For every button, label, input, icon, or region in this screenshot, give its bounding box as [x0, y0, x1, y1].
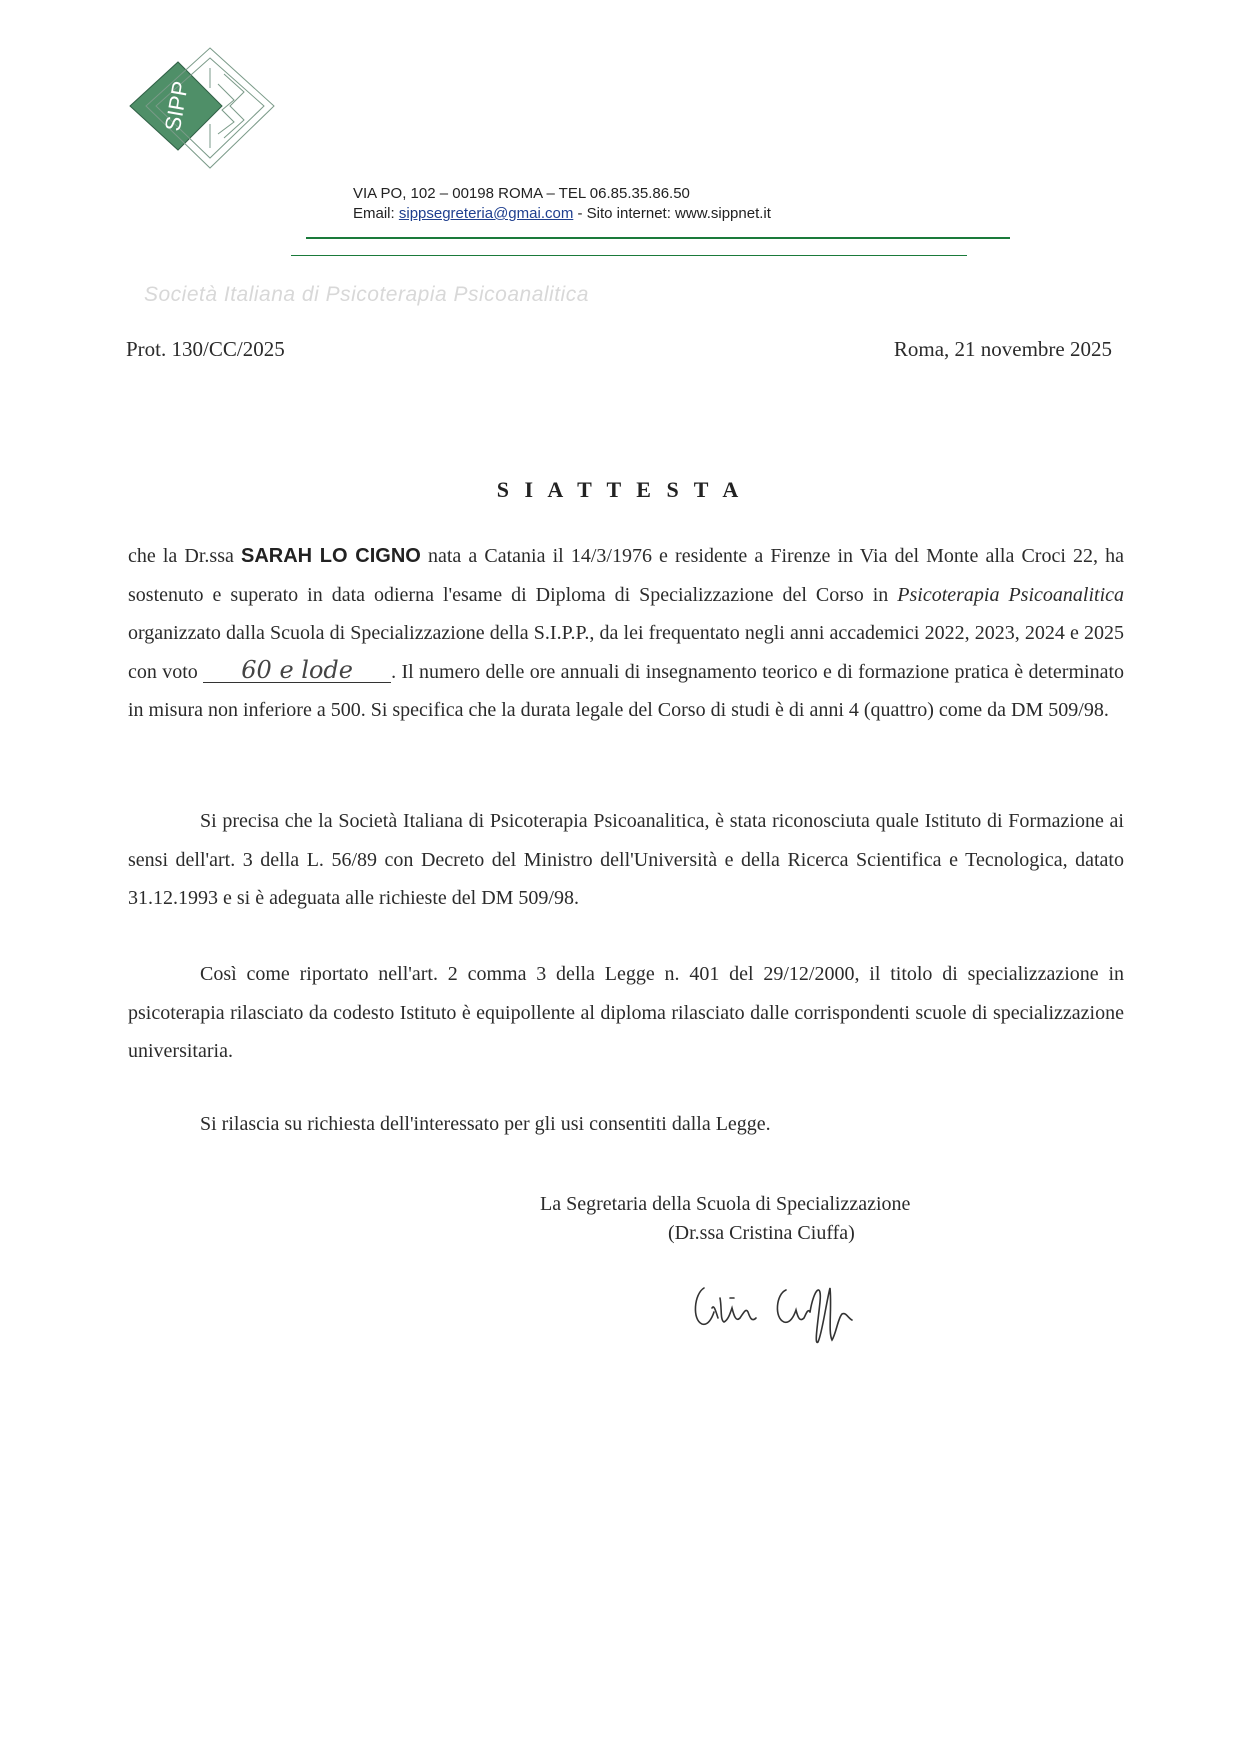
p1-text2: organizzato dalla Scuola di Specializzazione della S.I.P.P., da lei frequentato negli anni accademici 2022, 2023, 2024 e 2025 con voto [128, 622, 1124, 683]
candidate-name: SARAH LO CIGNO [241, 545, 421, 567]
place-date: Roma, 21 novembre 2025 [893, 337, 1112, 361]
email-line [353, 204, 771, 224]
header-rule-top [306, 237, 1010, 239]
issuance-paragraph: Si rilascia su richiesta dell'interessato per gli usi consentiti dalla Legge. [200, 1113, 771, 1135]
header-rule-bottom [291, 255, 967, 256]
website: - Sito internet: www.sippnet.it [577, 205, 771, 222]
equivalence-paragraph: Così come riportato nell'art. 2 comma 3 della Legge n. 401 del 29/12/2000, il titolo di specializzazione in psicoterapia rilasciato da codesto Istituto è equipollente al diploma rilasciato dalle corrispondenti scuole di specializzazione universitaria. [128, 963, 1124, 1062]
contact-block [353, 184, 771, 224]
email-label: Email: [353, 205, 395, 222]
course-name: Psicoterapia Psicoanalitica [897, 583, 1124, 606]
handwritten-signature [690, 1268, 910, 1348]
society-name-watermark: Società Italiana di Psicoterapia Psicoanalitica [144, 283, 589, 306]
signatory-name: (Dr.ssa Cristina Ciuffa) [668, 1222, 855, 1244]
signatory-role: La Segretaria della Scuola di Specializzazione [540, 1193, 911, 1215]
address: VIA PO, 102 – 00198 ROMA – TEL 06.85.35.86.50 [353, 185, 690, 202]
email-link[interactable]: sippsegreteria@gmai.com [398, 205, 574, 222]
p1-text: nata a Catania il 14/3/1976 e residente a Firenze in Via del Monte alla Croci 22, ha sostenuto e superato in data odierna l'esame di Diploma di Specializzazione del Corso in [128, 545, 1125, 606]
p1-text3: . Il numero delle ore annuali di insegnamento teorico e di formazione pratica è determinato in misura non inferiore a 500. Si specifica che la durata legale del Corso di studi è di anni 4 (quattro) come da DM 509/98. [128, 660, 1125, 721]
logo-text: SIPP [159, 79, 194, 133]
p1-prefix: che la Dr.ssa [128, 545, 234, 567]
attestation-paragraph [128, 537, 1124, 730]
signature-block [540, 1190, 910, 1248]
grade-handwritten: 60 e lode [203, 658, 391, 683]
protocol-number: Prot. 130/CC/2025 [126, 337, 285, 361]
document-title: S I A T T E S T A [496, 477, 744, 502]
sipp-logo [126, 44, 298, 174]
recognition-paragraph: Si precisa che la Società Italiana di Psicoterapia Psicoanalitica, è stata riconosciuta quale Istituto di Formazione ai sensi dell'art. 3 della L. 56/89 con Decreto del Ministro dell'Università e della Ricerca Scientifica e Tecnologica, datato 31.12.1993 e si è adeguata alle richieste del DM 509/98. [128, 810, 1124, 909]
